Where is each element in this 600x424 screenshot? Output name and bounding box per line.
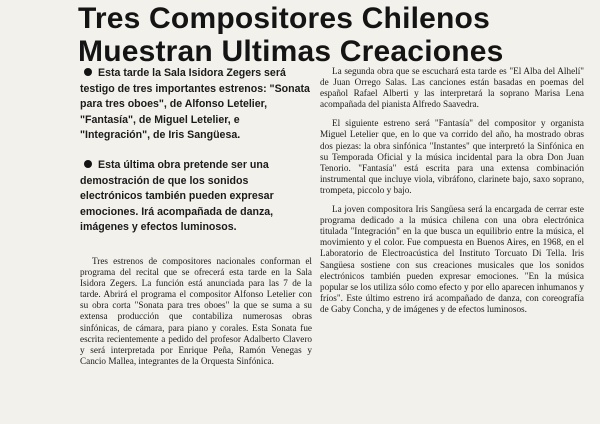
headline-line-1: Tres Compositores Chilenos	[78, 2, 490, 35]
left-column	[80, 66, 312, 373]
body-paragraph-right-2: El siguiente estreno será "Fantasía" del compositor y organista Miguel Letelier que, en lo que va corrido del año, ha mostrado obras dos piezas: la obra sinfónica "Instantes" que interpretó la Sinfónica en su Temporada Oficial y la música incidental para la obra Don Juan Tenorio. "Fantasía" está escrita para una extensa combinación instrumental que incluye viola, vibráfono, clarinete bajo, saxo soprano, trompeta, piccolo y bajo.	[320, 118, 584, 195]
right-column	[320, 66, 584, 323]
lead-paragraph-2	[80, 158, 312, 236]
headline	[78, 2, 598, 68]
body-paragraph-right-3: La joven compositora Iris Sangüesa será la encargada de cerrar este programa dedicado a la música chilena con una obra electrónica titulada "Integración" en la que busca un equilibrio entre la música, el movimiento y el color. Fue compuesta en Buenos Aires, en 1968, en el Laboratorio de Electroacústica del Instituto Torcuato Di Tella. Iris Sangüesa sostiene con sus creaciones musicales que los sonidos electrónicos también pueden expresar emociones. "En la música popular se los utiliza sólo como efecto y por ello aparecen inhumanos y fríos". Este último estreno irá acompañado de danza, con coreografía de Gaby Concha, y de imágenes y de efectos luminosos.	[320, 204, 584, 314]
lead-text-1: Esta tarde la Sala Isidora Zegers será testigo de tres importantes estrenos: "Sonata para tres oboes", de Alfonso Letelier, "Fantasía", de Miguel Letelier, e "Integración", de Iris Sangüesa.	[80, 67, 310, 142]
body-paragraph-right-1: La segunda obra que se escuchará esta tarde es "El Alba del Alhelí" de Juan Orrego Salas. Las canciones están basadas en poemas del español Rafael Alberti y las interpretará la soprano Marisa Lena acompañada del pianista Alfredo Saavedra.	[320, 66, 584, 110]
body-paragraph-left-1: Tres estrenos de compositores nacionales conforman el programa del recital que se ofrecerá esta tarde en la Sala Isidora Zegers. La función está anunciada para las 7 de la tarde. Abrirá el programa el compositor Alfonso Letelier con su obra corta "Sonata para tres oboes" la que se suma a su extensa producción que contabiliza numerosas obras sinfónicas, de cámara, para piano y corales. Esta Sonata fue escrita recientemente a pedido del profesor Adalberto Clavero y será interpretada por Enrique Peña, Ramón Venegas y Cancio Mallea, integrantes de la Orquesta Sinfónica.	[80, 255, 312, 366]
lead-text-2: Esta última obra pretende ser una demostración de que los sonidos electrónicos también pueden expresar emociones. Irá acompañada de danza, imágenes y efectos luminosos.	[80, 158, 274, 234]
bullet-icon	[84, 68, 92, 76]
lead-paragraph-1	[80, 66, 312, 144]
headline-line-2: Muestran Ultimas Creaciones	[78, 35, 504, 68]
bullet-icon	[84, 160, 92, 168]
